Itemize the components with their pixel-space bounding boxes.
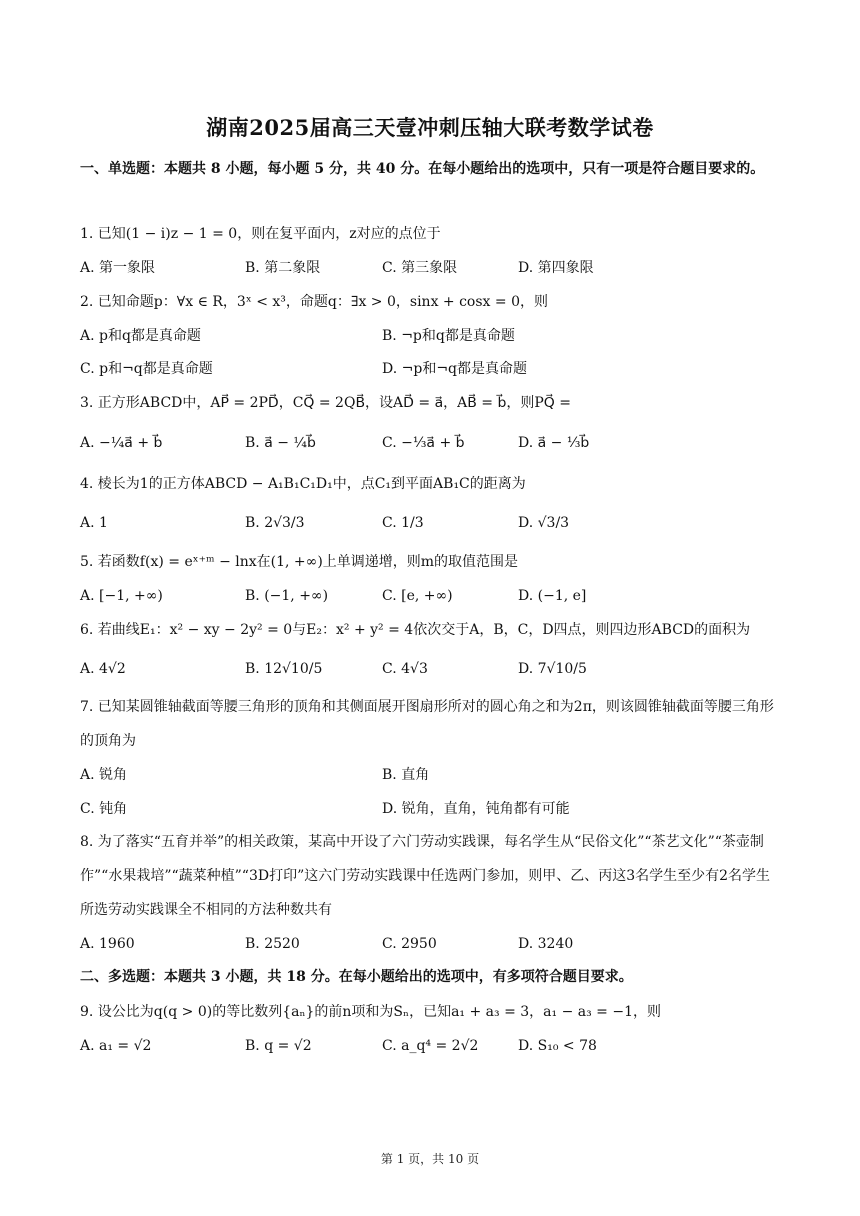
q9-option-b: B. q = √2 <box>245 1038 312 1054</box>
q9-option-c: C. a_q⁴ = 2√2 <box>382 1038 479 1054</box>
question-8-stem: 8. 为了落实“五育并举”的相关政策，某高中开设了六门劳动实践课，每名学生从“民俗文化”“茶艺文化”“茶壶制作”“水果栽培”“蔬菜种植”“3D打印”这六门劳动实践课中任选两门参加，则甲、乙、丙这3名学生至少有2名学生所选劳动实践课全不相同的方法种数共有 <box>80 834 771 918</box>
question-9-stem: 9. 设公比为q(q > 0)的等比数列{aₙ}的前n项和为Sₙ，已知a₁ + a₃ = 3，a₁ − a₃ = −1，则 <box>80 1004 661 1020</box>
q3-option-d: D. a⃗ − ⅓b⃗ <box>518 435 590 451</box>
q5-option-a: A. [−1, +∞) <box>80 588 163 604</box>
q7-option-d: D. 锐角，直角，钝角都有可能 <box>382 801 570 817</box>
q3-option-a: A. −¼a⃗ + b⃗ <box>80 435 163 451</box>
q8-option-a: A. 1960 <box>80 936 135 952</box>
section-single-choice-heading: 一、单选题：本题共 8 小题，每小题 5 分，共 40 分。在每小题给出的选项中，只有一项是符合题目要求的。 <box>80 161 765 177</box>
q5-option-d: D. (−1, e] <box>518 588 587 604</box>
q7-option-a: A. 锐角 <box>80 767 128 783</box>
q3-option-b: B. a⃗ − ¼b⃗ <box>245 435 316 451</box>
q1-option-d: D. 第四象限 <box>518 260 594 276</box>
q5-option-c: C. [e, +∞) <box>382 588 453 604</box>
q4-option-a: A. 1 <box>80 515 108 531</box>
question-7-stem: 7. 已知某圆锥轴截面等腰三角形的顶角和其侧面展开图扇形所对的圆心角之和为2π，则该圆锥轴截面等腰三角形的顶角为 <box>80 699 774 749</box>
question-1-stem: 1. 已知(1 − i)z − 1 = 0，则在复平面内，z对应的点位于 <box>80 226 441 242</box>
q2-option-c: C. p和¬q都是真命题 <box>80 361 213 377</box>
question-5-stem: 5. 若函数f(x) = eˣ⁺ᵐ − lnx在(1, +∞)上单调递增，则m的取值范围是 <box>80 554 519 570</box>
q8-option-c: C. 2950 <box>382 936 437 952</box>
q3-option-c: C. −⅓a⃗ + b⃗ <box>382 435 465 451</box>
question-2-stem: 2. 已知命题p：∀x ∈ R，3ˣ < x³，命题q：∃x > 0，sinx + cosx = 0，则 <box>80 294 548 310</box>
q1-option-c: C. 第三象限 <box>382 260 458 276</box>
q8-option-b: B. 2520 <box>245 936 300 952</box>
q9-option-d: D. S₁₀ < 78 <box>518 1038 597 1054</box>
q2-option-b: B. ¬p和q都是真命题 <box>382 328 515 344</box>
q4-option-d: D. √3/3 <box>518 515 570 531</box>
page-footer: 第 1 页，共 10 页 <box>380 1152 480 1166</box>
q1-option-b: B. 第二象限 <box>245 260 321 276</box>
q7-option-c: C. 钝角 <box>80 801 128 817</box>
q1-option-a: A. 第一象限 <box>80 260 156 276</box>
exam-title: 湖南2025届高三天壹冲刺压轴大联考数学试卷 <box>206 115 654 140</box>
q2-option-d: D. ¬p和¬q都是真命题 <box>382 361 528 377</box>
question-6-stem: 6. 若曲线E₁：x² − xy − 2y² = 0与E₂：x² + y² = 4依次交于A，B，C，D四点，则四边形ABCD的面积为 <box>80 622 751 638</box>
question-4-stem: 4. 棱长为1的正方体ABCD − A₁B₁C₁D₁中，点C₁到平面AB₁C的距离为 <box>80 476 526 492</box>
q4-option-b: B. 2√3/3 <box>245 515 305 531</box>
q7-option-b: B. 直角 <box>382 767 430 783</box>
q4-option-c: C. 1/3 <box>382 515 424 531</box>
q5-option-b: B. (−1, +∞) <box>245 588 329 604</box>
q6-option-a: A. 4√2 <box>80 661 126 677</box>
q6-option-c: C. 4√3 <box>382 661 428 677</box>
q8-option-d: D. 3240 <box>518 936 574 952</box>
q6-option-b: B. 12√10/5 <box>245 661 323 677</box>
q9-option-a: A. a₁ = √2 <box>80 1038 152 1054</box>
question-3-stem: 3. 正方形ABCD中，AP⃗ = 2PD⃗，CQ⃗ = 2QB⃗，设AD⃗ = a⃗，AB⃗ = b⃗，则PQ⃗ = <box>80 395 571 411</box>
q2-option-a: A. p和q都是真命题 <box>80 328 201 344</box>
q6-option-d: D. 7√10/5 <box>518 661 587 677</box>
section-multiple-choice-heading: 二、多选题：本题共 3 小题，共 18 分。在每小题给出的选项中，有多项符合题目要求。 <box>80 969 633 985</box>
